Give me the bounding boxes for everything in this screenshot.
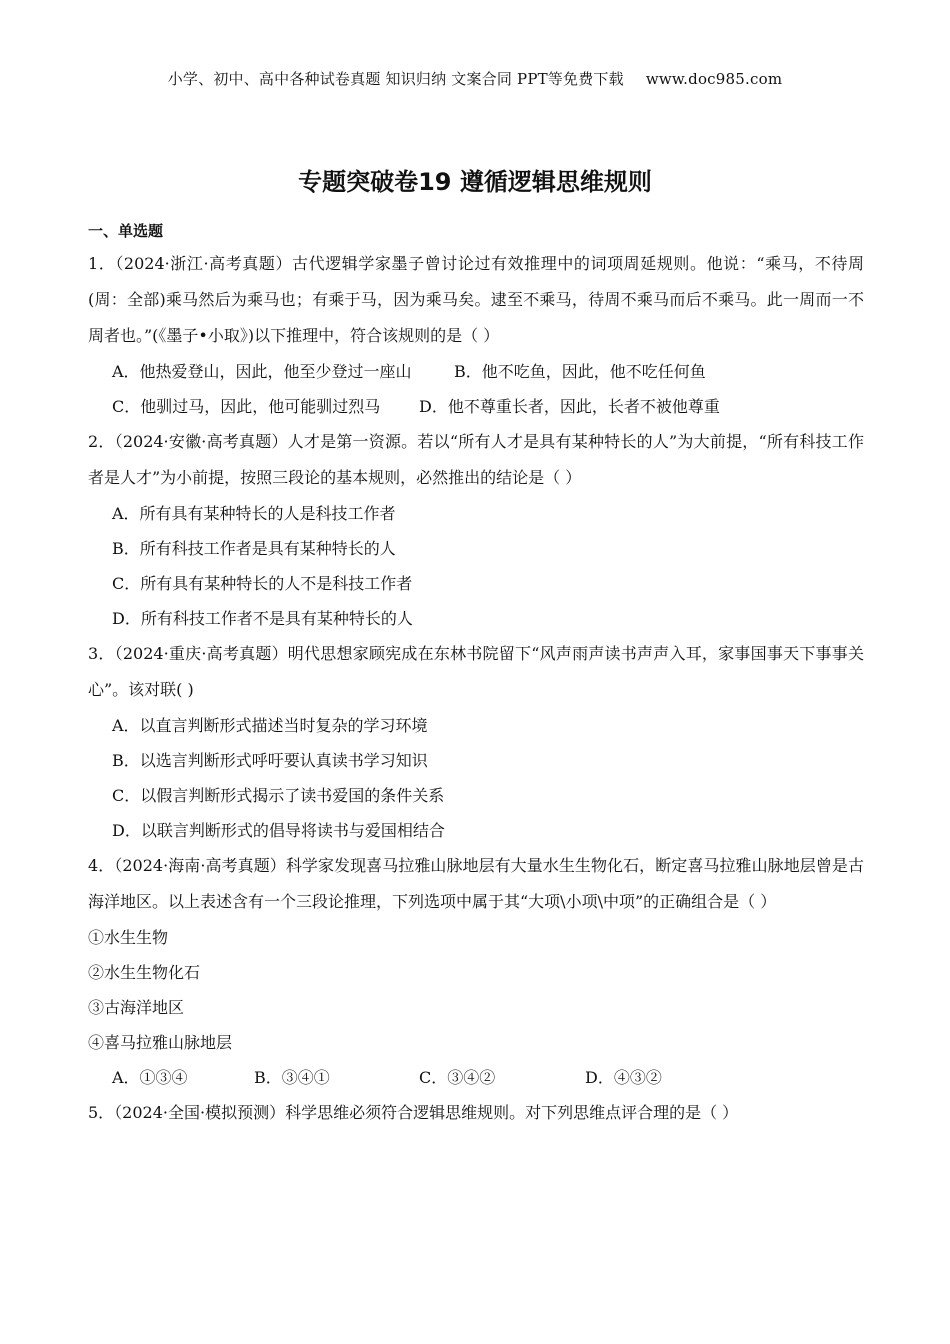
question-4-option-a: A．①③④ [112, 1068, 188, 1087]
question-1-options-row-2 [88, 389, 864, 424]
question-4-option-d: D．④③② [585, 1068, 662, 1087]
question-1-options-row-1 [88, 354, 864, 389]
question-3-stem: 3．（2024·重庆·高考真题）明代思想家顾宪成在东林书院留下“风声雨声读书声声入耳，家事国事天下事事关心”。该对联( ) [88, 644, 864, 699]
question-4-item-2: ②水生生物化石 [88, 963, 201, 982]
question-1-option-a: A．他热爱登山，因此，他至少登过一座山 [112, 362, 412, 381]
header-url[interactable]: www.doc985.com [645, 70, 783, 88]
question-4-item-4: ④喜马拉雅山脉地层 [88, 1033, 233, 1052]
question-1-option-c: C．他驯过马，因此，他可能驯过烈马 [112, 397, 381, 416]
question-4-option-c: C．③④② [419, 1068, 496, 1087]
page-header [0, 68, 950, 89]
question-3-option-c: C．以假言判断形式揭示了读书爱国的条件关系 [112, 786, 445, 805]
question-3-option-d: D．以联言判断形式的倡导将读书与爱国相结合 [112, 821, 445, 840]
question-3-option-b: B．以选言判断形式呼吁要认真读书学习知识 [112, 751, 428, 770]
question-3-option-a: A．以直言判断形式描述当时复杂的学习环境 [112, 716, 428, 735]
question-2-option-c: C．所有具有某种特长的人不是科技工作者 [112, 574, 413, 593]
question-2-option-b: B．所有科技工作者是具有某种特长的人 [112, 539, 396, 558]
question-1-option-b: B．他不吃鱼，因此，他不吃任何鱼 [454, 362, 706, 381]
question-2-stem: 2．（2024·安徽·高考真题）人才是第一资源。若以“所有人才是具有某种特长的人”为大前提，“所有科技工作者是人才”为小前提，按照三段论的基本规则，必然推出的结论是（ ） [88, 432, 864, 487]
section-heading: 一、单选题 [88, 222, 164, 240]
question-4-item-1: ①水生生物 [88, 928, 169, 947]
question-4-item-3: ③古海洋地区 [88, 998, 185, 1017]
question-1-stem: 1．（2024·浙江·高考真题）古代逻辑学家墨子曾讨论过有效推理中的词项周延规则。他说：“乘马，不待周(周：全部)乘马然后为乘马也；有乘于马，因为乘马矣。逮至不乘马，待周不乘马而后不乘马。此一周而一不周者也。”(《墨子•小取》)以下推理中，符合该规则的是（ ） [88, 254, 864, 345]
question-2-option-a: A．所有具有某种特长的人是科技工作者 [112, 504, 396, 523]
question-4-stem: 4．（2024·海南·高考真题）科学家发现喜马拉雅山脉地层有大量水生生物化石，断定喜马拉雅山脉地层曾是古海洋地区。以上表述含有一个三段论推理，下列选项中属于其“大项\小项\中项”的正确组合是（ ） [88, 856, 864, 911]
question-4-options-row [88, 1060, 864, 1095]
question-1-option-d: D．他不尊重长者，因此，长者不被他尊重 [419, 397, 720, 416]
header-text: 小学、初中、高中各种试卷真题 知识归纳 文案合同 PPT等免费下载 [167, 70, 624, 88]
question-4-option-b: B．③④① [254, 1068, 330, 1087]
document-body [88, 216, 864, 1131]
question-2-option-d: D．所有科技工作者不是具有某种特长的人 [112, 609, 413, 628]
page-title: 专题突破卷19 遵循逻辑思维规则 [298, 168, 652, 196]
question-5-stem: 5．（2024·全国·模拟预测）科学思维必须符合逻辑思维规则。对下列思维点评合理的是（ ） [88, 1103, 739, 1122]
